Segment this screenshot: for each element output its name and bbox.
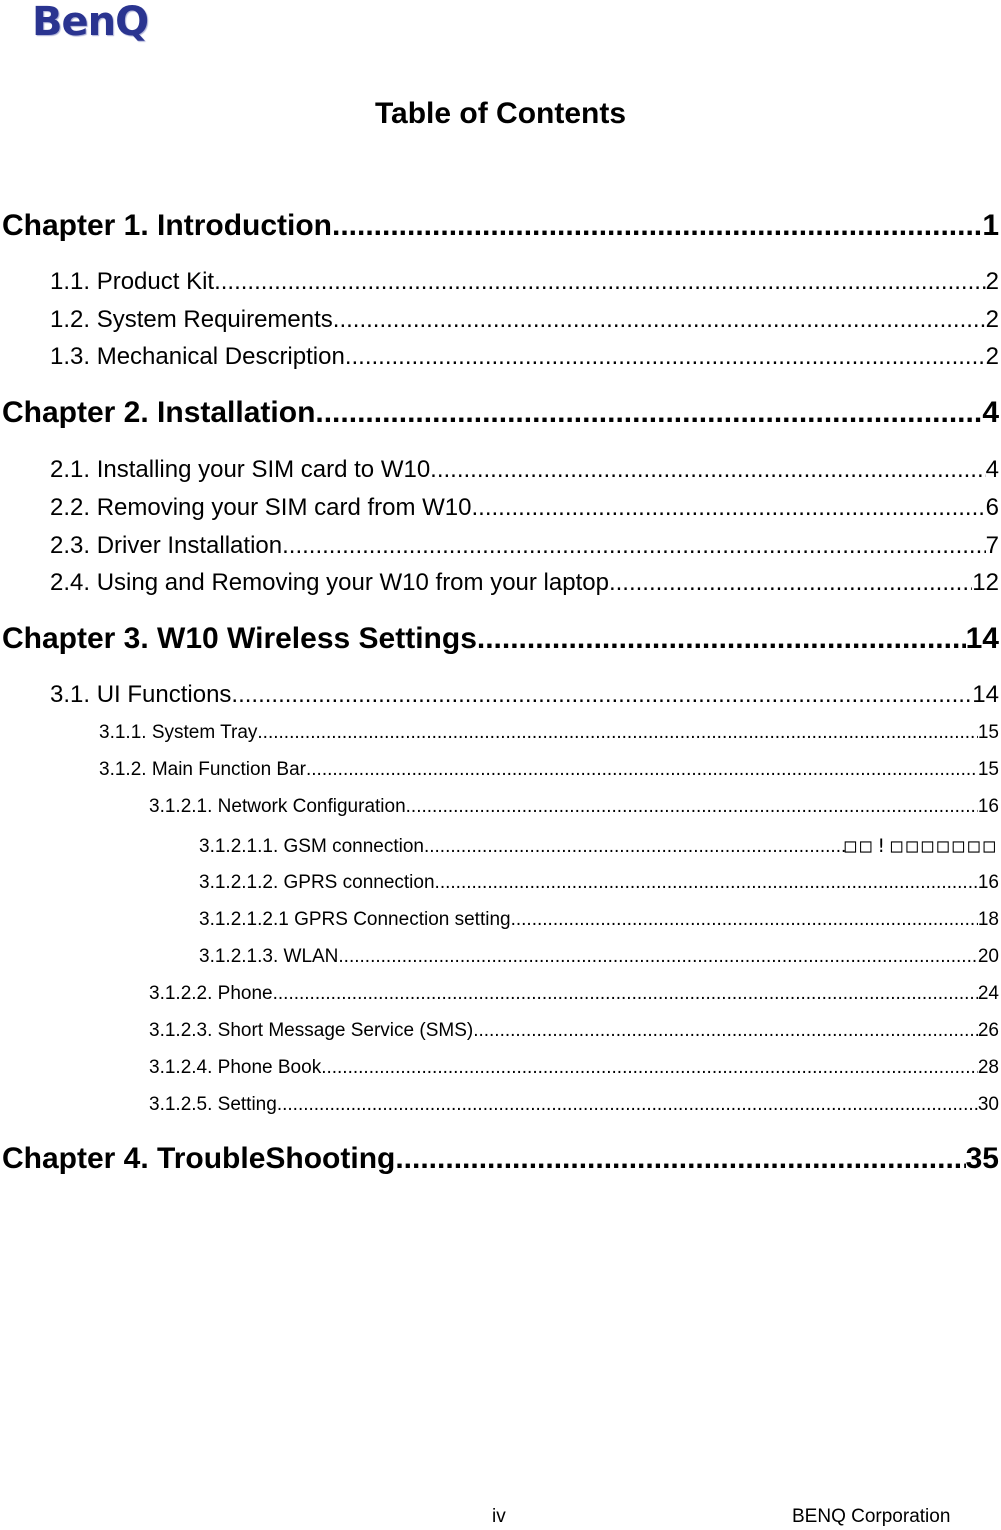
- toc-page-number: 2: [985, 306, 999, 333]
- toc-entry-2-1[interactable]: [50, 455, 999, 485]
- toc-page-number: 15: [977, 759, 999, 780]
- page-title: Table of Contents: [374, 97, 627, 130]
- toc-leader: [395, 1141, 965, 1177]
- toc-page-number: 2: [985, 343, 999, 370]
- toc-label: 1.3. Mechanical Description: [50, 343, 345, 370]
- toc-page-number: 18: [977, 909, 999, 930]
- toc-leader: [609, 568, 972, 598]
- toc-label: 1.1. Product Kit: [50, 268, 215, 295]
- toc-label: 3.1.2.1.2.1 GPRS Connection setting: [199, 909, 511, 930]
- toc-entry-3-1[interactable]: [50, 680, 999, 710]
- toc-label: 3.1.2.4. Phone Book: [149, 1057, 322, 1078]
- toc-leader: [273, 982, 978, 1006]
- toc-leader: [345, 342, 986, 372]
- toc-leader: [282, 531, 986, 561]
- toc-label: 3.1.2.1.3. WLAN: [199, 946, 339, 967]
- toc-page-number: 20: [977, 946, 999, 967]
- toc-leader: [473, 1019, 978, 1043]
- toc-leader: [306, 758, 978, 782]
- toc-label: 3.1.2.5. Setting: [149, 1094, 277, 1115]
- toc-leader: [315, 395, 982, 431]
- toc-page-number: 14: [972, 681, 999, 708]
- toc-leader: [435, 871, 978, 895]
- toc-label: Chapter 1. Introduction: [2, 209, 332, 242]
- toc-page-number: 6: [985, 494, 999, 521]
- benq-logo: BenQ: [32, 0, 149, 45]
- toc-label: 2.1. Installing your SIM card to W10: [50, 456, 431, 483]
- footer-page-number: iv: [492, 1506, 506, 1527]
- toc-page-number: 15: [977, 722, 999, 743]
- toc-leader: [430, 455, 985, 485]
- toc-leader: [214, 267, 986, 297]
- toc-entry-3-1-2[interactable]: [99, 758, 999, 782]
- toc-label: 3.1.2.1.1. GSM connection: [199, 836, 424, 857]
- toc-label: 3.1.1. System Tray: [99, 722, 258, 743]
- toc-entry-3-1-2-5[interactable]: [149, 1093, 999, 1117]
- toc-leader: [333, 305, 986, 335]
- toc-page-number: 28: [977, 1057, 999, 1078]
- toc-page-number: 14: [965, 622, 999, 655]
- toc-entry-1-2[interactable]: [50, 305, 999, 335]
- toc-leader: [321, 1056, 978, 1080]
- toc-label: 3.1.2.1.2. GPRS connection: [199, 872, 435, 893]
- toc-entry-chapter-3[interactable]: [2, 621, 999, 657]
- toc-page-number: 2: [985, 268, 999, 295]
- toc-entry-3-1-2-1[interactable]: [149, 795, 999, 819]
- toc-entry-3-1-2-1-2[interactable]: [199, 871, 999, 895]
- toc-page-number: 4: [982, 396, 999, 429]
- toc-label: 3.1.2.3. Short Message Service (SMS): [149, 1020, 474, 1041]
- toc-label: 1.2. System Requirements: [50, 306, 333, 333]
- toc-page-reference-error: □□!□□□□□□□: [844, 835, 999, 857]
- toc-entry-chapter-1[interactable]: [2, 208, 999, 244]
- toc-page-number: 30: [977, 1094, 999, 1115]
- toc-leader: [511, 908, 978, 932]
- toc-label: 2.3. Driver Installation: [50, 532, 283, 559]
- toc-entry-3-1-2-1-3[interactable]: [199, 945, 999, 969]
- toc-page-number: 35: [965, 1142, 999, 1175]
- toc-entry-3-1-2-3[interactable]: [149, 1019, 999, 1043]
- toc-entry-3-1-1[interactable]: [99, 721, 999, 745]
- toc-entry-chapter-2[interactable]: [2, 395, 999, 431]
- toc-label: Chapter 2. Installation: [2, 396, 316, 429]
- toc-leader: [477, 621, 966, 657]
- toc-leader: [231, 680, 972, 710]
- toc-entry-2-4[interactable]: [50, 568, 999, 598]
- toc-label: Chapter 4. TroubleShooting: [2, 1142, 396, 1175]
- toc-page-number: 1: [982, 209, 999, 242]
- toc-entry-3-1-2-1-2-1[interactable]: [199, 908, 999, 932]
- toc-entry-3-1-2-4[interactable]: [149, 1056, 999, 1080]
- toc-label: 2.4. Using and Removing your W10 from your laptop: [50, 569, 609, 596]
- toc-entry-3-1-2-1-1[interactable]: [199, 834, 999, 858]
- toc-page-number: 16: [977, 872, 999, 893]
- toc-entry-1-3[interactable]: [50, 342, 999, 372]
- toc-label: 2.2. Removing your SIM card from W10: [50, 494, 472, 521]
- toc-leader: [424, 835, 845, 858]
- toc-leader: [338, 945, 977, 969]
- toc-leader: [257, 721, 977, 745]
- toc-page-number: 16: [977, 796, 999, 817]
- toc-label: 3.1.2. Main Function Bar: [99, 759, 306, 780]
- toc-page-number: 24: [977, 983, 999, 1004]
- toc-page-number: 12: [972, 569, 999, 596]
- toc-entry-2-3[interactable]: [50, 531, 999, 561]
- toc-entry-3-1-2-2[interactable]: [149, 982, 999, 1006]
- toc-leader: [471, 493, 985, 523]
- toc-entry-2-2[interactable]: [50, 493, 999, 523]
- toc-leader: [406, 795, 978, 819]
- footer-company: BENQ Corporation: [792, 1506, 951, 1527]
- toc-label: 3.1.2.1. Network Configuration: [149, 796, 406, 817]
- toc-leader: [332, 208, 982, 244]
- toc-page-number: 4: [985, 456, 999, 483]
- toc-entry-chapter-4[interactable]: [2, 1141, 999, 1177]
- toc-label: Chapter 3. W10 Wireless Settings: [2, 622, 477, 655]
- toc-label: 3.1.2.2. Phone: [149, 983, 273, 1004]
- toc-leader: [277, 1093, 978, 1117]
- toc-entry-1-1[interactable]: [50, 267, 999, 297]
- toc-page-number: 7: [985, 532, 999, 559]
- toc-label: 3.1. UI Functions: [50, 681, 232, 708]
- toc-page-number: 26: [977, 1020, 999, 1041]
